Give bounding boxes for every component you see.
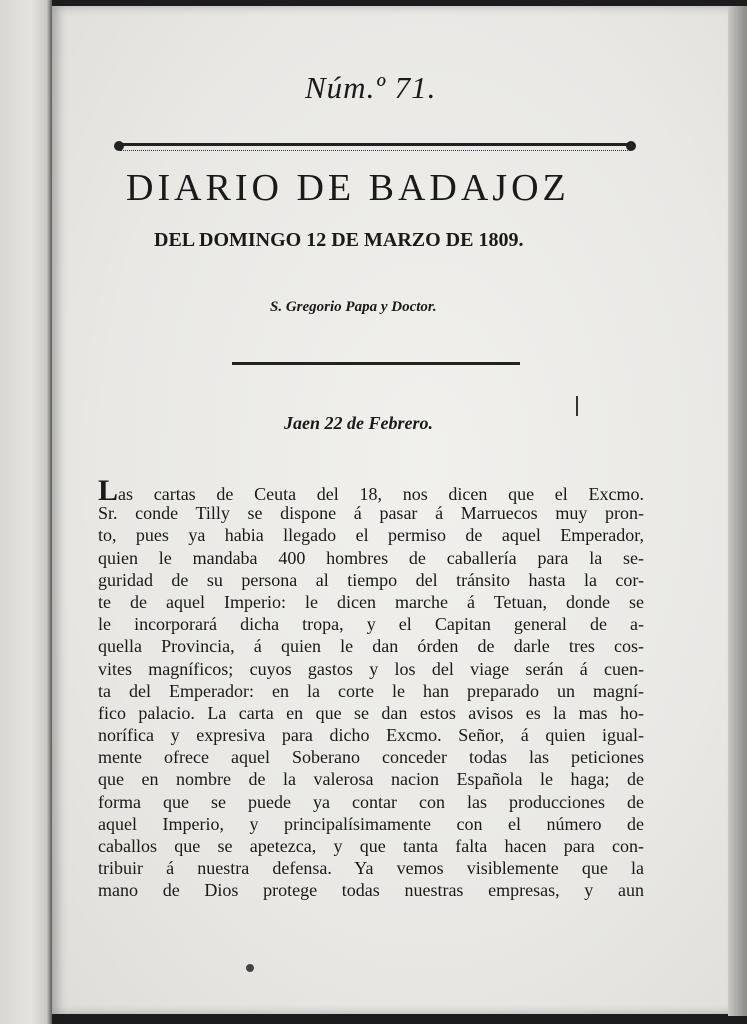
article-dateline: Jaen 22 de Febrero. — [284, 413, 433, 433]
article-line: caballos que se apetezca, y que tanta falta hacen para con- — [98, 836, 644, 856]
right-page-edge — [728, 6, 747, 1016]
left-page-edge — [0, 0, 52, 1024]
section-rule — [232, 362, 520, 365]
issue-number: Núm.º 71. — [305, 70, 437, 105]
article-line-text: as cartas de Ceuta del 18, nos dicen que el Excmo. — [118, 484, 644, 504]
article-line: forma que se puede ya contar con las producciones de — [98, 791, 644, 812]
newspaper-title: DIARIO DE BADAJOZ — [126, 167, 570, 209]
article-line: norífica y expresiva para dicho Excmo. Señor, á quien igual- — [98, 725, 644, 746]
saint-of-day: S. Gregorio Papa y Doctor. — [270, 299, 437, 315]
article-line: aquel Imperio, y principalísimamente con el número de — [98, 813, 644, 834]
ornamental-rule-top — [120, 143, 630, 151]
article-line — [98, 474, 644, 507]
article-line: tribuir á nuestra defensa. Ya vemos visiblemente que la — [98, 858, 644, 879]
article-line: que en nombre de la valerosa nacion Española le haga; de — [98, 769, 644, 790]
article-line: ta del Emperador: en la corte le han preparado un magní- — [98, 680, 644, 701]
article-line: to, pues ya habia llegado el permiso de aquel Emperador, — [98, 525, 644, 546]
article-body — [98, 474, 644, 902]
issue-date: DEL DOMINGO 12 DE MARZO DE 1809. — [154, 229, 524, 251]
article-line: mente ofrece aquel Soberano conceder todas las peticiones — [98, 747, 644, 768]
ink-spot — [246, 964, 254, 972]
article-line: Sr. conde Tilly se dispone á pasar á Marruecos muy pron- — [98, 503, 644, 524]
article-line: vites magníficos; cuyos gastos y los del viage serán á cuen- — [98, 658, 644, 679]
article-line: guridad de su persona al tiempo del tránsito hasta la cor- — [98, 569, 644, 590]
article-line: le incorporará dicha tropa, y el Capitan general de a- — [98, 614, 644, 635]
article-line: quella Provincia, á quien le dan órden de darle tres cos- — [98, 636, 644, 657]
article-line: te de aquel Imperio: le dicen marche á Tetuan, donde se — [98, 591, 644, 612]
article-line: mano de Dios protege todas nuestras empresas, y aun — [98, 880, 644, 901]
drop-cap: L — [98, 474, 119, 507]
article-line: fico palacio. La carta en que se dan estos avisos es la mas ho- — [98, 702, 644, 723]
margin-mark — [576, 396, 578, 416]
article-line: quien le mandaba 400 hombres de caballería para la se- — [98, 547, 644, 568]
